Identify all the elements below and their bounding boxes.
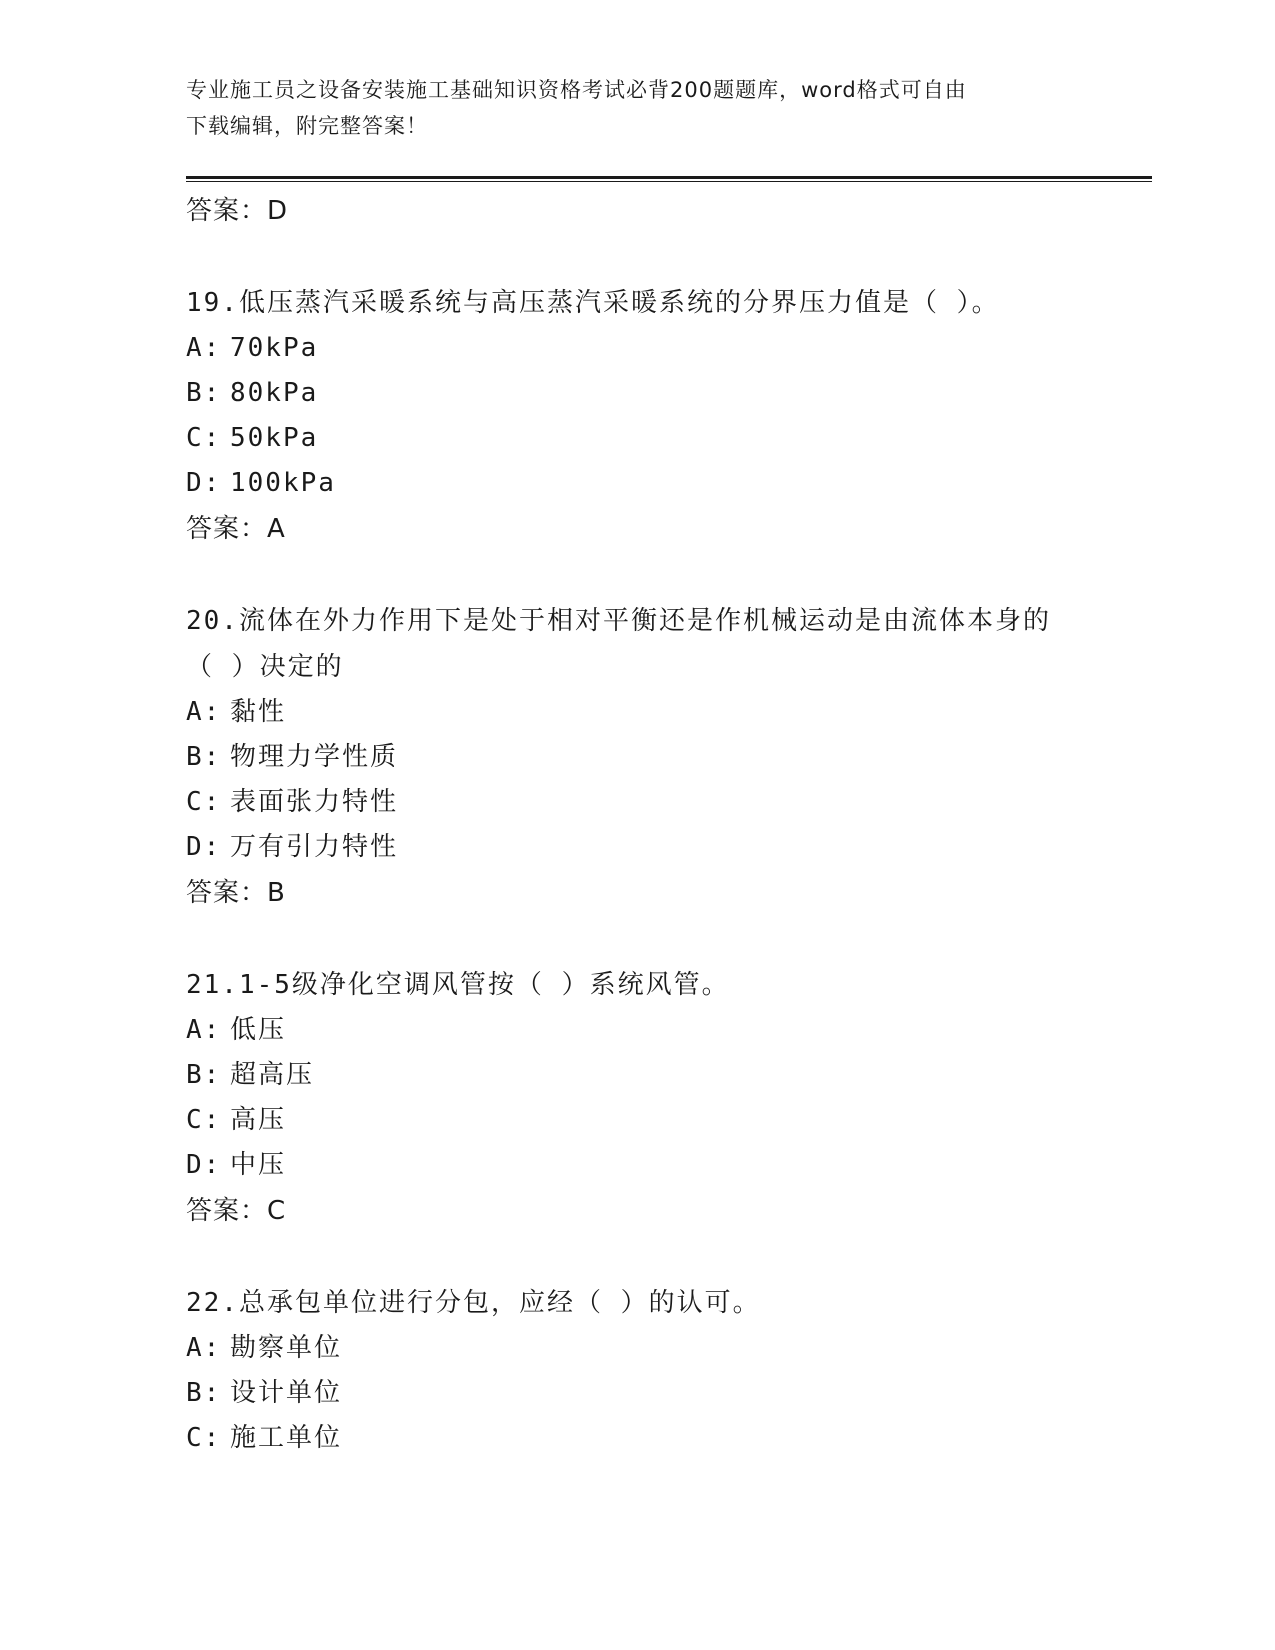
- header-line-1: 专业施工员之设备安装施工基础知识资格考试必背200题题库，word格式可自由: [186, 78, 967, 102]
- option-b: [186, 371, 1152, 416]
- question-text: 20.流体在外力作用下是处于相对平衡还是作机械运动是由流体本身的: [186, 606, 1051, 636]
- option-b: [186, 1053, 1152, 1098]
- option-c: [186, 1416, 1152, 1461]
- option-key: A:: [186, 333, 222, 363]
- option-key: D:: [186, 468, 222, 498]
- question-text: 19.低压蒸汽采暖系统与高压蒸汽采暖系统的分界压力值是（ ）。: [186, 288, 1000, 318]
- option-key: A:: [186, 697, 222, 727]
- option-c: [186, 416, 1152, 461]
- option-value: 表面张力特性: [230, 787, 399, 817]
- option-key: C:: [186, 1423, 222, 1453]
- answer-line: 答案：C: [186, 1196, 287, 1226]
- option-value: 黏性: [230, 697, 287, 727]
- question-text: 22.总承包单位进行分包，应经（ ）的认可。: [186, 1288, 761, 1318]
- question-block: [186, 962, 1152, 1008]
- option-key: B:: [186, 378, 222, 408]
- question-block: [186, 1280, 1152, 1326]
- option-key: B:: [186, 742, 222, 772]
- option-value: 80kPa: [230, 378, 319, 408]
- option-key: D:: [186, 1150, 222, 1180]
- option-value: 勘察单位: [230, 1333, 343, 1363]
- option-key: B:: [186, 1378, 222, 1408]
- option-value: 低压: [230, 1015, 287, 1045]
- header-rule-thick: [186, 176, 1152, 179]
- option-d: [186, 825, 1152, 870]
- option-c: [186, 1098, 1152, 1143]
- answer-line: 答案：B: [186, 878, 286, 908]
- document-header: [186, 72, 1066, 144]
- option-key: D:: [186, 832, 222, 862]
- option-a: [186, 326, 1152, 371]
- option-value: 物理力学性质: [230, 742, 399, 772]
- option-value: 70kPa: [230, 333, 319, 363]
- question-list: [186, 188, 1152, 1461]
- option-key: C:: [186, 787, 222, 817]
- option-key: A:: [186, 1015, 222, 1045]
- spacer: [186, 552, 1152, 598]
- header-line-2: 下载编辑，附完整答案！: [186, 114, 428, 138]
- option-c: [186, 780, 1152, 825]
- option-key: C:: [186, 423, 222, 453]
- question-text-continued: （ ）决定的: [186, 652, 344, 682]
- header-rule-thin: [186, 181, 1152, 182]
- option-value: 50kPa: [230, 423, 319, 453]
- answer-line: 答案：A: [186, 514, 286, 544]
- option-d: [186, 461, 1152, 506]
- option-value: 施工单位: [230, 1423, 343, 1453]
- option-key: C:: [186, 1105, 222, 1135]
- option-b: [186, 1371, 1152, 1416]
- option-value: 100kPa: [230, 468, 336, 498]
- question-block: [186, 598, 1152, 690]
- previous-answer: 答案：D: [186, 196, 289, 226]
- option-a: [186, 1326, 1152, 1371]
- spacer: [186, 916, 1152, 962]
- option-a: [186, 690, 1152, 735]
- question-text: 21.1-5级净化空调风管按（ ）系统风管。: [186, 970, 730, 1000]
- option-value: 设计单位: [230, 1378, 343, 1408]
- spacer: [186, 1234, 1152, 1280]
- spacer: [186, 234, 1152, 280]
- option-b: [186, 735, 1152, 780]
- option-key: A:: [186, 1333, 222, 1363]
- question-block: [186, 280, 1152, 326]
- option-value: 万有引力特性: [230, 832, 399, 862]
- option-value: 中压: [230, 1150, 287, 1180]
- option-a: [186, 1008, 1152, 1053]
- option-d: [186, 1143, 1152, 1188]
- option-key: B:: [186, 1060, 222, 1090]
- option-value: 超高压: [230, 1060, 315, 1090]
- option-value: 高压: [230, 1105, 287, 1135]
